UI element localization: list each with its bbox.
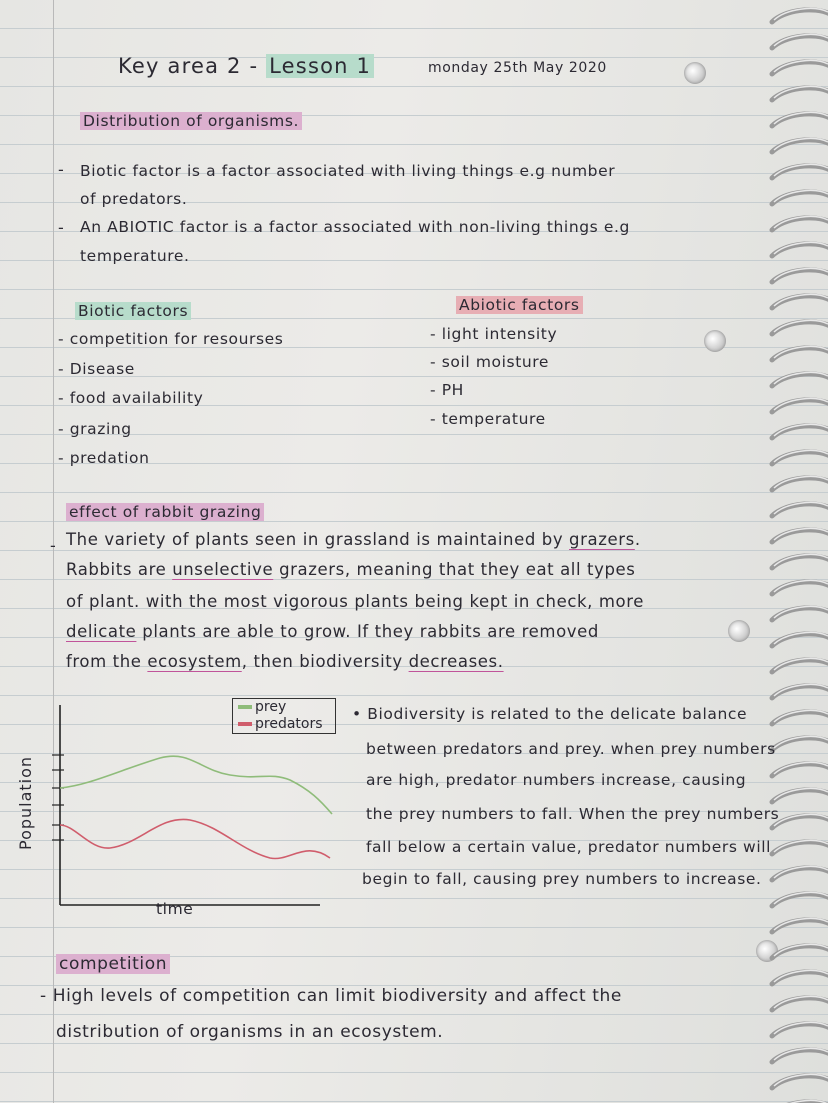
paragraph-line: Rabbits are unselective grazers, meaning that they eat all types [66, 560, 636, 579]
graph-explanation-line: the prey numbers to fall. When the prey numbers [366, 805, 780, 823]
y-axis-label: Population [16, 755, 35, 850]
spiral-binding [764, 0, 828, 1103]
abiotic-item: - temperature [430, 410, 546, 428]
paragraph-line: distribution of organisms in an ecosystem. [56, 1022, 444, 1042]
abiotic-item: - PH [430, 381, 464, 399]
definition-line: Biotic factor is a factor associated with living things e.g number [80, 162, 616, 180]
section-heading-rabbit-grazing: effect of rabbit grazing [66, 503, 264, 521]
bullet-dash: - [58, 160, 64, 179]
biotic-item: - grazing [58, 420, 132, 438]
paragraph-line: - High levels of competition can limit biodiversity and affect the [40, 986, 622, 1006]
biotic-item: - competition for resourses [58, 330, 284, 348]
definition-line: temperature. [80, 247, 190, 265]
lesson-title: Key area 2 - Lesson 1 [118, 54, 374, 78]
abiotic-factors-heading: Abiotic factors [456, 296, 583, 314]
bullet-dash: - [50, 536, 56, 555]
biotic-item: - predation [58, 449, 150, 467]
punch-hole [684, 62, 706, 84]
punch-hole [728, 620, 750, 642]
paragraph-line: from the ecosystem, then biodiversity decreases. [66, 652, 504, 671]
abiotic-item: - soil moisture [430, 353, 550, 371]
graph-explanation-line: are high, predator numbers increase, causing [366, 771, 747, 789]
definition-line: of predators. [80, 190, 188, 208]
graph-explanation-line: • Biodiversity is related to the delicate balance [352, 705, 748, 723]
biotic-item: - Disease [58, 360, 135, 378]
biotic-item: - food availability [58, 389, 204, 407]
legend-prey: prey [238, 699, 286, 715]
section-heading-competition: competition [56, 954, 170, 974]
graph-explanation-line: fall below a certain value, predator numbers will [366, 838, 772, 856]
paragraph-line: delicate plants are able to grow. If they rabbits are removed [66, 622, 599, 641]
legend-predators: predators [238, 716, 323, 732]
predator-swatch [238, 722, 252, 726]
prey-swatch [238, 705, 252, 709]
bullet-dash: - [58, 218, 64, 237]
biotic-factors-heading: Biotic factors [75, 302, 191, 320]
definition-line: An ABIOTIC factor is a factor associated with non-living things e.g [80, 218, 630, 236]
graph-explanation-line: between predators and prey. when prey numbers [366, 740, 776, 758]
paragraph-line: The variety of plants seen in grassland is maintained by grazers. [66, 530, 641, 549]
x-axis-label: time [156, 900, 194, 918]
lesson-date: monday 25th May 2020 [428, 60, 607, 76]
predator-curve [60, 819, 330, 858]
abiotic-item: - light intensity [430, 325, 558, 343]
punch-hole [704, 330, 726, 352]
graph-explanation-line: begin to fall, causing prey numbers to increase. [362, 870, 762, 888]
prey-curve [60, 756, 332, 814]
paragraph-line: of plant. with the most vigorous plants being kept in check, more [66, 592, 644, 611]
section-heading-distribution: Distribution of organisms. [80, 112, 302, 130]
y-axis-ticks [52, 755, 64, 840]
